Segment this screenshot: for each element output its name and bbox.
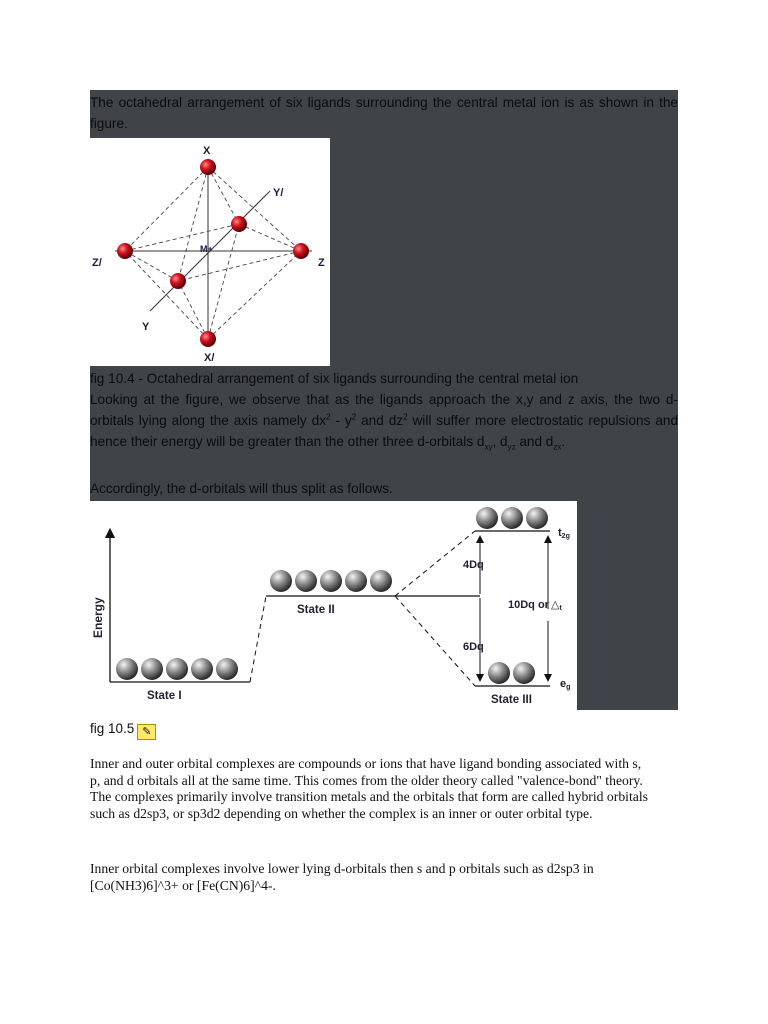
state1-label: State I (147, 690, 182, 702)
ligand-y-front (170, 273, 186, 289)
energy-axis-label: Energy (91, 597, 105, 638)
figure2-caption: fig 10.5 ✎ (90, 721, 156, 740)
ligand-z-right (293, 243, 309, 259)
orbital-splitting-figure (90, 501, 577, 710)
eg-label: eg (560, 678, 571, 691)
ligand-y-back (231, 216, 247, 232)
paragraph-inner-orbital: Inner orbital complexes involve lower lying d-orbitals then s and p orbitals such as d2sp3 in [Co(NH3)6]^3+ or [Fe(CN)6]^4-. (90, 861, 594, 893)
gap-6dq-label: 6Dq (463, 641, 484, 653)
ligand-x-top (200, 159, 216, 175)
state2-orbitals (270, 570, 392, 592)
clipboard-icon[interactable]: ✎ (137, 724, 156, 740)
label-z-right: Z (318, 257, 325, 269)
state1-orbitals (116, 658, 238, 680)
figure1-caption: fig 10.4 - Octahedral arrangement of six ligands surrounding the central metal ion (90, 371, 579, 386)
ligand-z-left (117, 243, 133, 259)
label-x-top: X (203, 145, 211, 157)
splitting-diagram (90, 501, 577, 710)
label-y-front: Y (142, 321, 150, 333)
total-gap-label: 10Dq or △t (508, 599, 562, 612)
label-y-back: Y/ (273, 187, 284, 199)
paragraph-orbital-complexes: Inner and outer orbital complexes are compounds or ions that have ligand bonding associated with s, p, and d orbitals all at the same time. This comes from the older theory called "valence-bond" theory. The complexes primarily involve transition metals and the orbitals that form are called hybrid orbitals such as d2sp3, or sp3d2 depending on whether the complex is an inner or outer orbital type. (90, 756, 648, 821)
label-metal: M+ (200, 244, 213, 254)
t2g-label: t2g (558, 527, 570, 540)
t2g-orbitals (476, 507, 548, 529)
state2-label: State II (297, 604, 335, 616)
label-x-bottom: X/ (204, 352, 215, 364)
state3-label: State III (491, 694, 532, 706)
eg-orbitals (488, 662, 535, 684)
label-z-left: Z/ (92, 257, 102, 269)
octahedral-figure (90, 138, 330, 366)
gap-4dq-label: 4Dq (463, 559, 484, 571)
ligand-x-bottom (200, 331, 216, 347)
intro-text: The octahedral arrangement of six ligands surrounding the central metal ion is as shown in the figure. (90, 95, 678, 131)
explanation-text: Looking at the figure, we observe that as the ligands approach the x,y and z axis, the two d-orbitals lying along the axis namely $dx^2 - y^2$ and $dz^2$ will suffer more electrostatic repulsions and hence their energy will be greater than the other three d-orbitals $d_{xy}$, $d_{yz}$ and $d_{zx}$. (90, 392, 679, 452)
split-intro-text: Accordingly, the d-orbitals will thus split as follows. (90, 481, 393, 496)
octahedron-diagram (90, 138, 330, 366)
